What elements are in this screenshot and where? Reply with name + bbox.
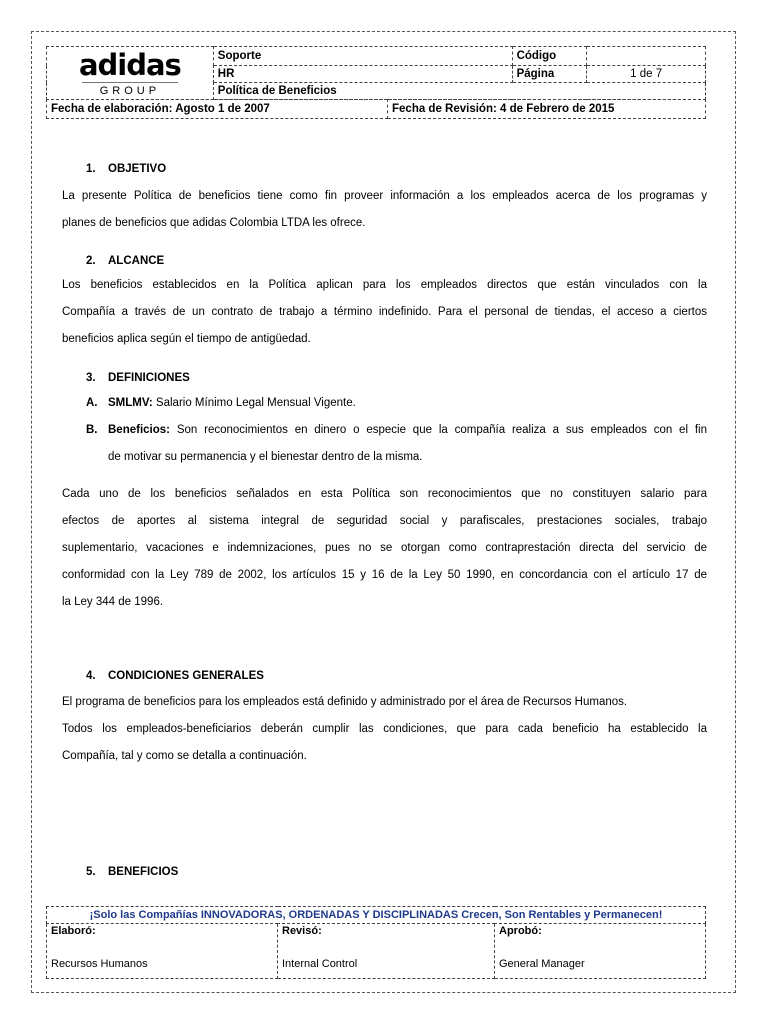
- elaboro-label: Elaboró:: [51, 925, 96, 937]
- code-value: [587, 47, 706, 66]
- paragraph-line: suplementario, vacaciones e indemnizaciones, pues no se otorgan como contraprestación directa del servicio de: [62, 542, 707, 554]
- page-label: Página: [512, 66, 587, 83]
- dates-row: [46, 99, 706, 119]
- definition-item-beneficios: [86, 417, 707, 444]
- reviso-value: Internal Control: [282, 958, 358, 970]
- definition-list: [86, 390, 707, 471]
- section-alcance-heading: [86, 255, 164, 267]
- definition-letter: A.: [86, 397, 98, 409]
- paragraph-line: El programa de beneficios para los empleados está definido y administrado por el área de Recursos Humanos.: [62, 696, 628, 708]
- section-objetivo-heading: [86, 163, 166, 175]
- section-title: OBJETIVO: [108, 163, 167, 175]
- logo-group-text: GROUP: [99, 84, 161, 97]
- section-number: 3.: [86, 372, 96, 384]
- section-number: 1.: [86, 163, 96, 175]
- definition-text: Salario Mínimo Legal Mensual Vigente.: [152, 397, 356, 409]
- definition-letter: B.: [86, 424, 98, 436]
- section-title: CONDICIONES GENERALES: [108, 670, 264, 682]
- paragraph-line: beneficios aplica según el tiempo de antigüedad.: [62, 333, 311, 345]
- paragraph-line: Compañía, tal y como se detalla a continuación.: [62, 750, 307, 762]
- definition-continuation: de motivar su permanencia y el bienestar dentro de la misma.: [108, 451, 423, 463]
- aprobo-value: General Manager: [499, 958, 585, 970]
- page-value: 1 de 7: [587, 66, 706, 83]
- section-beneficios-heading: [86, 866, 178, 878]
- paragraph-line: Todos los empleados-beneficiarios deberán cumplir las condiciones, que para cada beneficio ha establecido la: [62, 723, 707, 735]
- logo-wordmark: adidas: [78, 47, 181, 82]
- area-cell: Soporte: [213, 47, 512, 66]
- definition-term: SMLMV:: [108, 397, 153, 409]
- definition-text: Son reconocimientos en dinero o especie que la compañía realiza a sus empleados con el fin: [170, 424, 707, 436]
- section-title: ALCANCE: [108, 255, 165, 267]
- paragraph-line: efectos de aportes al sistema integral de seguridad social y parafiscales, prestaciones sociales, trabajo: [62, 515, 707, 527]
- revision-date: Fecha de Revisión: 4 de Febrero de 2015: [388, 100, 706, 119]
- section-title: BENEFICIOS: [108, 866, 179, 878]
- paragraph-line: Compañía a través de un contrato de trabajo a término indefinido. Para el personal de tiendas, el acceso a ciertos: [62, 306, 707, 318]
- logo-rule: [82, 82, 178, 83]
- paragraph-line: conformidad con la Ley 789 de 2002, los artículos 15 y 16 de la Ley 50 1990, en concordancia con el artículo 17 de: [62, 569, 707, 581]
- section-definiciones-heading: [86, 372, 190, 384]
- objetivo-paragraph: [62, 183, 707, 237]
- condiciones-paragraph: [62, 689, 707, 770]
- paragraph-line: La presente Política de beneficios tiene como fin proveer información a los empleados acerca de los programas y: [62, 190, 707, 202]
- section-number: 2.: [86, 255, 96, 267]
- code-label: Código: [512, 47, 587, 66]
- definiciones-paragraph: [62, 481, 707, 616]
- company-logo: [47, 47, 214, 100]
- elaboro-value: Recursos Humanos: [51, 958, 148, 970]
- department-cell: HR: [213, 66, 512, 83]
- aprobo-cell: [495, 924, 706, 979]
- paragraph-line: Los beneficios establecidos en la Política aplican para los empleados directos que están vinculados con la: [62, 279, 707, 291]
- elaboration-date: Fecha de elaboración: Agosto 1 de 2007: [47, 100, 388, 119]
- elaboro-cell: [47, 924, 278, 979]
- approval-footer: [46, 906, 706, 979]
- alcance-paragraph: [62, 272, 707, 353]
- section-condiciones-heading: [86, 670, 264, 682]
- company-motto: ¡Solo las Compañías INNOVADORAS, ORDENADAS Y DISCIPLINADAS Crecen, Son Rentables y Permanecen!: [47, 907, 706, 924]
- document-header: [46, 46, 706, 100]
- definition-term: Beneficios:: [108, 424, 170, 436]
- section-number: 4.: [86, 670, 96, 682]
- aprobo-label: Aprobó:: [499, 925, 542, 937]
- paragraph-line: planes de beneficios que adidas Colombia LTDA les ofrece.: [62, 217, 366, 229]
- paragraph-line: Cada uno de los beneficios señalados en esta Política son reconocimientos que no constituyen salario para: [62, 488, 707, 500]
- reviso-label: Revisó:: [282, 925, 322, 937]
- reviso-cell: [278, 924, 495, 979]
- paragraph-line: la Ley 344 de 1996.: [62, 596, 164, 608]
- section-title: DEFINICIONES: [108, 372, 190, 384]
- section-number: 5.: [86, 866, 96, 878]
- document-title: Política de Beneficios: [213, 83, 705, 100]
- definition-item-smlmv: [86, 390, 707, 417]
